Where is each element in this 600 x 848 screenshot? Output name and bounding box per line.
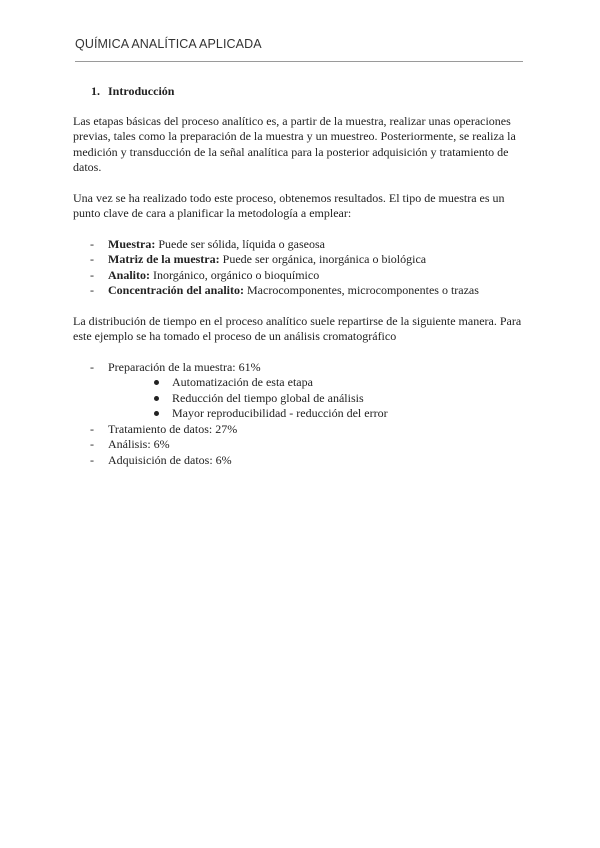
sub-item-text: Automatización de esta etapa (172, 375, 313, 389)
term-description: Puede ser sólida, líquida o gaseosa (155, 236, 325, 251)
dash-marker: - (90, 421, 94, 436)
analysis-item: Análisis: 6% (108, 437, 170, 451)
term: Concentración del analito: (108, 283, 244, 297)
sub-item-text: Mayor reproducibilidad - reducción del error (172, 406, 388, 420)
preparation-item: Preparación de la muestra: 61% (108, 359, 261, 374)
list-item (73, 453, 528, 469)
dash-marker: - (90, 236, 94, 251)
sub-list-item (108, 375, 528, 391)
section-number: 1. (91, 84, 100, 98)
list-item (73, 283, 528, 299)
dash-marker: - (90, 283, 94, 297)
dash-marker: - (90, 252, 94, 266)
time-distribution-list (73, 360, 528, 469)
data-processing-item: Tratamiento de datos: 27% (108, 421, 238, 436)
list-item (73, 360, 528, 422)
sub-list-item (108, 406, 528, 422)
acquisition-item: Adquisición de datos: 6% (108, 452, 232, 467)
section-heading (91, 84, 528, 100)
list-item (73, 422, 528, 438)
dash-marker: - (90, 267, 94, 282)
term-description: Inorgánico, orgánico o bioquímico (150, 267, 320, 282)
document-body (73, 84, 528, 483)
distribution-paragraph: La distribución de tiempo en el proceso analítico suele repartirse de la siguiente manera. Para este ejemplo se ha tomado el proceso de un análisis cromatográfico (73, 313, 522, 343)
header-divider (75, 61, 523, 62)
sample-paragraph: Una vez se ha realizado todo este proceso, obtenemos resultados. El tipo de muestra es un punto clave de cara a planificar la metodología a emplear: (73, 190, 505, 220)
page-header: QUÍMICA ANALÍTICA APLICADA (75, 37, 262, 51)
term: Matriz de la muestra: (108, 252, 220, 266)
list-item (73, 252, 528, 268)
preparation-sublist (108, 375, 528, 422)
dash-marker: - (90, 452, 94, 467)
term: Analito: (108, 267, 150, 282)
section-title: Introducción (108, 84, 175, 98)
list-item (73, 437, 528, 453)
bullet-icon (154, 380, 159, 385)
intro-paragraph: Las etapas básicas del proceso analítico es, a partir de la muestra, realizar unas operaciones previas, tales como la preparación de la muestra y un muestreo. Posteriormente, se realiza la medición y transducción de la señal analítica para la posterior adquisición y tratamiento de datos. (73, 113, 516, 174)
sub-item-text: Reducción del tiempo global de análisis (172, 390, 364, 405)
term: Muestra: (108, 236, 156, 251)
dash-marker: - (90, 359, 94, 374)
sub-list-item (108, 391, 528, 407)
list-item (73, 237, 528, 253)
list-item (73, 268, 528, 284)
sample-types-list (73, 237, 528, 299)
bullet-icon (154, 411, 159, 416)
bullet-icon (154, 396, 159, 401)
term-description: Puede ser orgánica, inorgánica o biológica (219, 252, 427, 266)
term-description: Macrocomponentes, microcomponentes o trazas (244, 283, 479, 297)
dash-marker: - (90, 437, 94, 451)
